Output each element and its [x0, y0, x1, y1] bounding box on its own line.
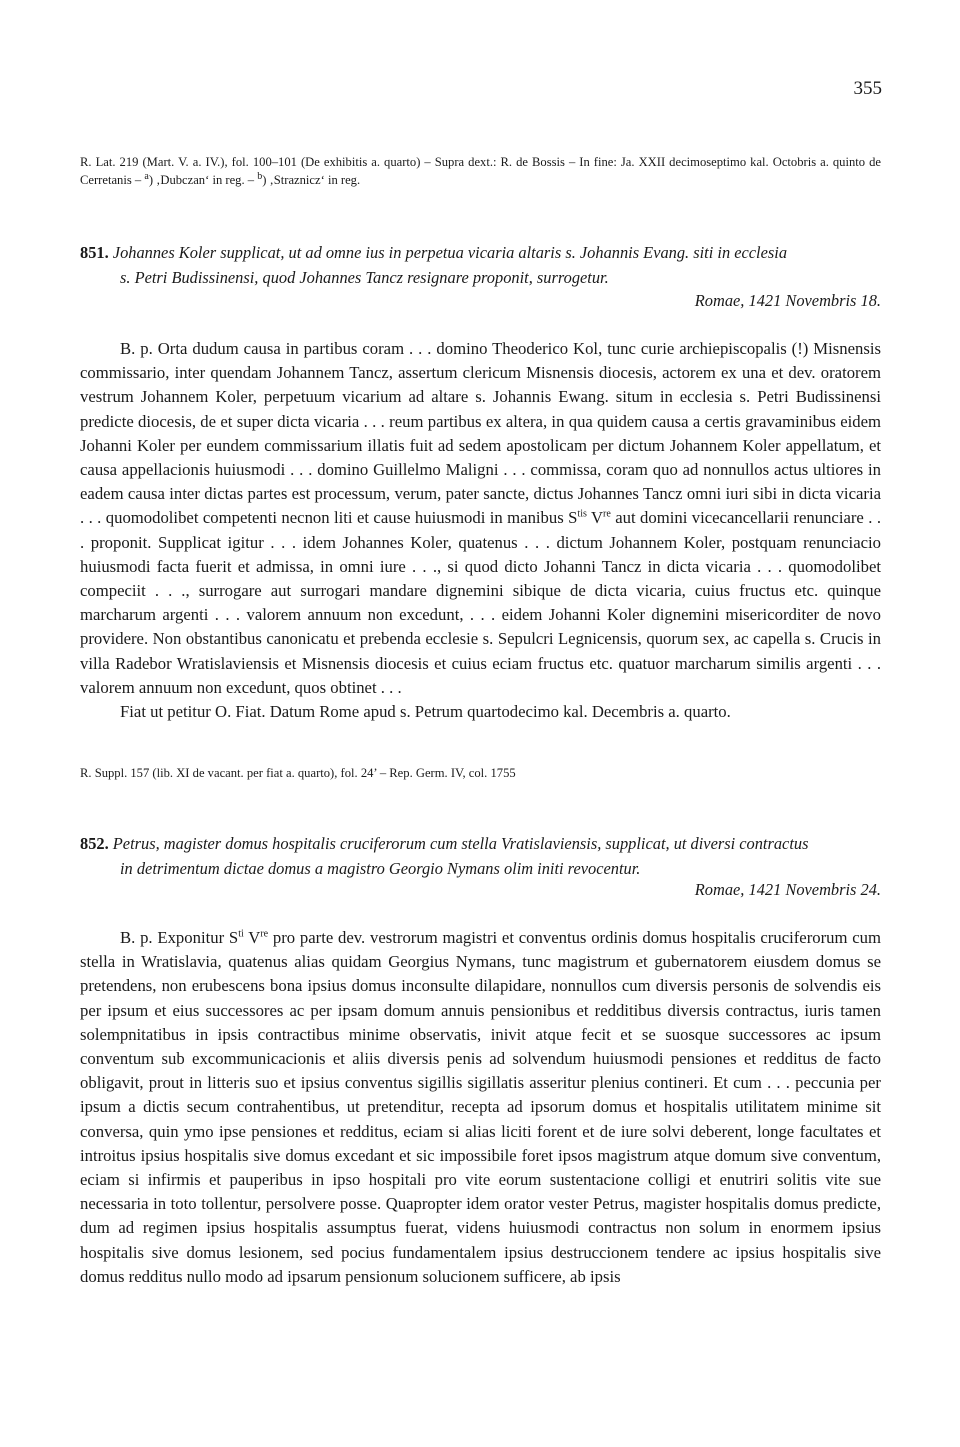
entry-852-body — [80, 926, 881, 1289]
body-paragraph: B. p. Orta dudum causa in partibus coram . . . domino Theoderico Kol, tunc curie archiepiscopalis (!) Misnensis commissario, inter quendam Johannem Tancz, assertum clericum Misnensis diocesis, actorem ex una et dev. oratorem vestrum Johannem Koler, perpetuum vicarium ad altare s. Johannis Ewang. situm in ecclesia s. Petri Budissinensi predicte diocesis, de et super dicta vicaria . . . reum partibus ex altera, in qua quidem causa a certis gravaminibus eidem Johanni Koler per eundem commissarium illatis fuit ad sedem apostolicam per dictum Johannem Koler appellatum, et causa appellacionis huiusmodi . . . domino Guillelmo Maligni . . . commissa, coram quo ad nonnullos actus ultiores in eadem causa inter dictas partes est processum, verum, pater sancte, dictus Johannes Tancz omni iuri sibi in dicta vicaria . . . quomodolibet competenti necnon liti et cause huiusmodi in manibus $S^{tis}$ Vre aut domini vicecancellarii renunciare . . . proponit. Supplicat igitur . . . idem Johannes Koler, quatenus . . . dictum Johannem Koler, postquam renunciacio huiusmodi facta fuerit et admissa, in omni iure . . ., si quod dicto Johanni Tancz in dicta vicaria . . . quomodolibet compeciit . . ., surrogare aut surrogari mandare dignemini sibique de dicta vicaria, cuius fructus etc. quinque marcharum argenti . . . valorem annuum non excedunt, . . . eidem Johanni Koler dignemini misericorditer de novo providere. Non obstantibus canonicatu et prebenda ecclesie s. Sepulcri Legnicensis, quorum sex, ac capella s. Crucis in villa Radebor Wratislaviensis et Misnensis diocesis et cuius eciam fructus etc. quatuor marcharum similis argenti . . . valorem annuum non excedunt, quos obtinet . . . — [80, 339, 882, 697]
note-text: ) ‚Dubczan‘ in reg. – — [148, 173, 258, 187]
entry-851-date: Romae, 1421 Novembris 18. — [694, 291, 881, 310]
note-text: ) ‚Straznicz‘ in reg. — [262, 173, 361, 187]
entry-852-date: Romae, 1421 Novembris 24. — [694, 880, 881, 899]
entry-number: 852. — [80, 834, 109, 853]
entry-851-source-note: R. Suppl. 157 (lib. XI de vacant. per fiat a. quarto), fol. 24’ – Rep. Germ. IV, col. 1755 — [80, 766, 516, 780]
top-source-note — [80, 153, 881, 189]
page-number: 355 — [853, 78, 882, 99]
entry-heading-text: in detrimentum dictae domus a magistro Georgio Nymans olim initi revocentur. — [120, 859, 641, 878]
body-paragraph: Fiat ut petitur O. Fiat. Datum Rome apud s. Petrum quartodecimo kal. Decembris a. quarto. — [120, 702, 731, 722]
entry-851-body — [80, 337, 881, 724]
footnote-marker: a — [144, 170, 149, 182]
note-text: R. Lat. 219 (Mart. V. a. IV.), fol. 100–101 (De exhibitis a. quarto) – Supra dext.: R. de Bossis – In fine: Ja. XXII decimoseptimo kal. Octobris a. quinto de Cerretanis – — [80, 155, 881, 187]
body-paragraph: B. p. Exponitur $S^{ti}$ Vre pro parte dev. vestrorum magistri et conventus ordinis domus hospitalis cruciferorum cum stella in Wratislavia, quatenus alias quidam Georgius Nymans, tunc magistrum et gubernatorem eiusdem domus se pretendens, non erubescens bona ipsius domus inconsulte dilapidare, nonnullos cum diversis personis de solvendis eis per ipsum et eius successores ac per ipsam domum annuis pensionibus et redditibus diversis contractus, iuris tamen solempnitatibus in ipsis contractibus minime observatis, inivit atque fecit et se suosque successores ac ipsum conventum sub excommunicacionis et aliis diversis penis ad solvendum huiusmodi pensiones et redditus de facto obligavit, prout in litteris suo et ipsius conventus sigillis sigillatis asseritur plenius contineri. Et cum . . . peccunia per ipsum a dictis secum contrahentibus, ut pretenditur, recepta ad ipsorum domus et hospitalis utilitatem minime sit conversa, quin ymo ipse pensiones et redditus, eciam si alias liciti forent et de iure solvi deberent, longe facultates et introitus ipsius hospitalis sive domus excedant et sic impossibile foret ipsos magistrum atque domum sive conventum, eciam si infirmis et pauperibus in ipso hospitali pro vite eorum sustentacione colligi et enutriri solitis vite sue necessaria in toto tollentur, persolvere posse. Quapropter idem orator vester Petrus, magister hospitalis domus predicte, dum ad regimen ipsius hospitalis assumptus fuerat, videns huiusmodi contractus non solum in enormem ipsius hospitalis sive domus lesionem, sed pocius fundamentalem ipsius destruccionem tendere ac ipsius hospitalis sive domus redditus nullo modo ad ipsarum pensionum solucionem sufficere, ab ipsis — [80, 928, 882, 1286]
entry-heading-text: Petrus, magister domus hospitalis cruciferorum cum stella Vratislaviensis, supplicat, ut diversi contractus — [112, 834, 809, 853]
footnote-marker: b — [257, 170, 263, 182]
entry-heading-text: s. Petri Budissinensi, quod Johannes Tancz resignare proponit, surrogetur. — [120, 268, 609, 287]
entry-851-heading — [80, 240, 881, 290]
entry-number: 851. — [80, 243, 109, 262]
entry-852-heading — [80, 831, 881, 881]
entry-heading-text: Johannes Koler supplicat, ut ad omne ius in perpetua vicaria altaris s. Johannis Evang. siti in ecclesia — [112, 243, 788, 262]
